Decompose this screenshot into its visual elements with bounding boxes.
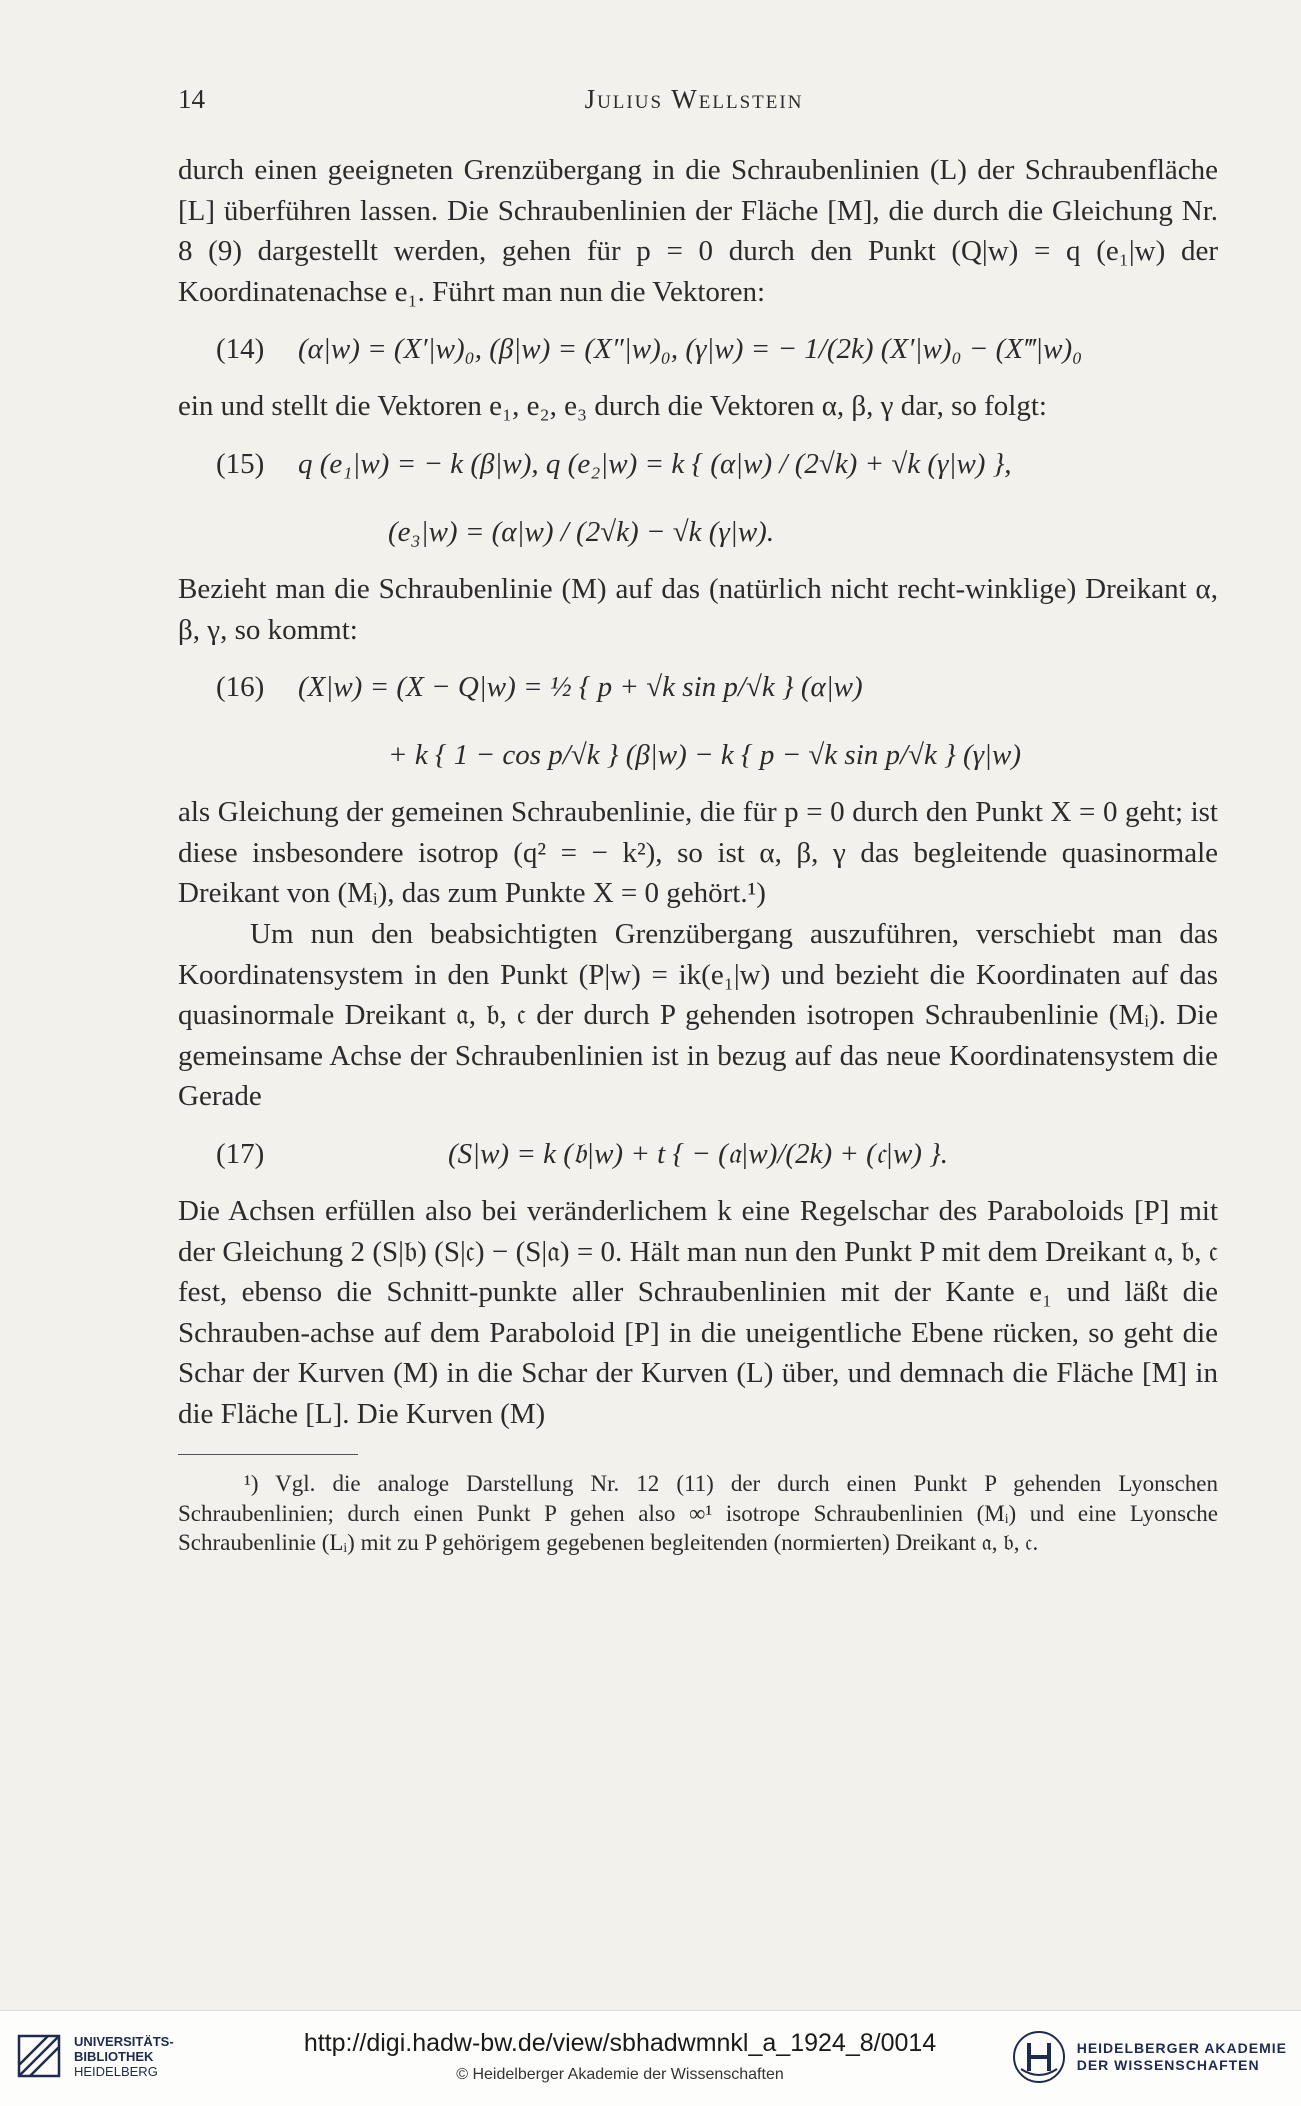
paragraph-1: durch einen geeigneten Grenzübergang in die Schraubenlinien (L) der Schraubenfläche [L] überführen lassen. Die Schraubenlinien der Fläche [M], die durch die Gleichung Nr. 8 (9) dargestellt werden, gehen für p = 0 durch den Punkt (Q|w) = q (e₁|w) der Koordinatenachse e₁. Führt man nun die Vektoren: — [178, 154, 1218, 308]
equation-number: (15) — [216, 447, 265, 480]
library-logo-block — [16, 2033, 174, 2079]
equation-formula: q (e₁|w) = − k (β|w), q (e₂|w) = k { (α|w) / (2√k) + √k (γ|w) }, — [298, 447, 1012, 480]
equation-16a — [178, 656, 1218, 718]
academy-name-line2: DER WISSENSCHAFTEN — [1076, 2057, 1260, 2073]
academy-seal-icon — [1011, 2029, 1067, 2085]
footnote: ¹) Vgl. die analoge Darstellung Nr. 12 (11) der durch einen Punkt P gehenden Lyonschen Schraubenlinien; durch einen Punkt P gehen also ∞¹ isotrope Schraubenlinien (Mᵢ) und eine Lyonsche Schraubenlinie (Lᵢ) mit zu P gehörigem gegebenen begleitenden (normierten) Dreikant 𝔞, 𝔟, 𝔠. — [178, 1471, 1218, 1556]
equation-formula: (S|w) = k (𝔟|w) + t { − (𝔞|w)/(2k) + (𝔠|w) }. — [447, 1137, 949, 1170]
paragraph-2: ein und stellt die Vektoren e₁, e₂, e₃ durch die Vektoren α, β, γ dar, so folgt: — [178, 390, 1047, 423]
library-name-line1: UNIVERSITÄTS- — [74, 2033, 174, 2049]
page-body — [178, 150, 1218, 1558]
copyright-notice: © Heidelberger Akademie der Wissenschaften — [456, 2066, 784, 2083]
library-logo-icon — [16, 2033, 62, 2079]
paragraph-5: Um nun den beabsichtigten Grenzübergang auszuführen, verschiebt man das Koordinatensystem in den Punkt (P|w) = ik(e₁|w) und bezieht die Koordinaten auf das quasinormale Dreikant 𝔞, 𝔟, 𝔠 der durch P gehenden isotropen Schraubenlinie (Mᵢ). Die gemeinsame Achse der Schraubenlinien ist in bezug auf das neue Koordinatensystem die Gerade — [178, 917, 1218, 1113]
equation-number: (16) — [216, 670, 265, 703]
page-header — [178, 84, 1210, 124]
equation-16b — [178, 724, 1218, 786]
equation-15a — [178, 433, 1218, 495]
page-number: 14 — [178, 84, 205, 114]
equation-15b — [178, 501, 1218, 563]
equation-number: (17) — [216, 1137, 265, 1170]
paragraph-4: als Gleichung der gemeinen Schraubenlinie, die für p = 0 durch den Punkt X = 0 geht; ist diese insbesondere isotrop (q² = − k²), so ist α, β, γ das begleitende quasinormale Dreikant von (Mᵢ), das zum Punkte X = 0 gehört.¹) — [178, 796, 1218, 910]
library-name-line2: BIBLIOTHEK — [74, 2048, 154, 2064]
equation-formula: (α|w) = (X′|w)₀, (β|w) = (X″|w)₀, (γ|w) = − 1/(2k) (X′|w)₀ − (X‴|w)₀ — [298, 333, 1083, 366]
academy-name-line1: HEIDELBERGER AKADEMIE — [1076, 2040, 1287, 2056]
equation-17 — [178, 1123, 1218, 1185]
equation-number: (14) — [216, 333, 265, 366]
footnote-separator — [178, 1454, 358, 1455]
source-url-link[interactable]: http://digi.hadw-bw.de/view/sbhadwmnkl_a_1924_8/0014 — [303, 2029, 937, 2057]
equation-formula: (e₃|w) = (α|w) / (2√k) − √k (γ|w). — [388, 515, 775, 548]
digitization-footer — [0, 2010, 1301, 2106]
paragraph-6: Die Achsen erfüllen also bei veränderlichem k eine Regelschar des Paraboloids [P] mit der Gleichung 2 (S|𝔟) (S|𝔠) − (S|𝔞) = 0. Hält man nun den Punkt P mit dem Dreikant 𝔞, 𝔟, 𝔠 fest, ebenso die Schnitt-punkte aller Schraubenlinien mit der Kante e₁ und läßt die Schrauben-achse auf dem Paraboloid [P] in die uneigentliche Ebene rücken, so geht die Schar der Kurven (M) in die Schar der Kurven (L) über, und demnach die Fläche [M] in die Fläche [L]. Die Kurven (M) — [178, 1194, 1218, 1430]
library-name-line3: HEIDELBERG — [74, 2063, 158, 2079]
equation-formula: + k { 1 − cos p/√k } (β|w) − k { p − √k sin p/√k } (γ|w) — [388, 738, 1022, 771]
equation-formula: (X|w) = (X − Q|w) = ½ { p + √k sin p/√k } (α|w) — [298, 670, 863, 703]
paragraph-3: Bezieht man die Schraubenlinie (M) auf das (natürlich nicht recht-winklige) Dreikant α, β, γ, so kommt: — [178, 572, 1218, 646]
academy-logo-block — [1011, 2029, 1287, 2085]
running-title: Julius Wellstein — [584, 84, 804, 114]
equation-14 — [178, 318, 1218, 380]
